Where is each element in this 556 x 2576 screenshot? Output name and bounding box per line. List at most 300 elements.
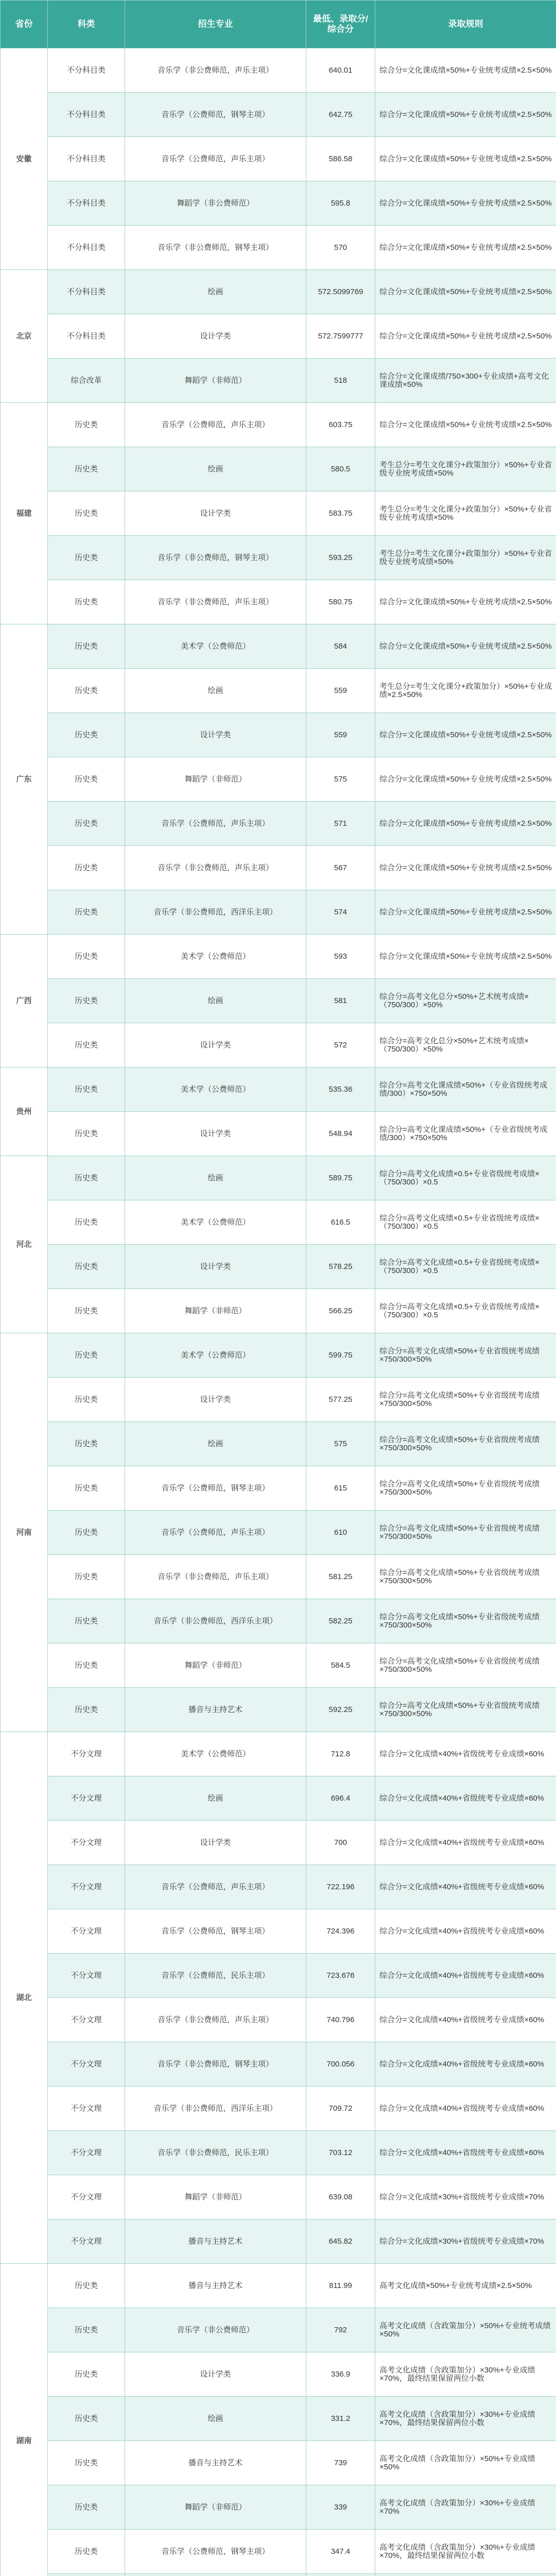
major-cell: 音乐学（非公费师范，钢琴主项） (125, 2042, 306, 2087)
major-cell: 音乐学（公费师范，钢琴主项） (125, 1466, 306, 1511)
rule-cell: 综合分=文化课成绩×50%+专业统考成绩×2.5×50% (375, 48, 556, 93)
rule-cell: 综合分=文化课成绩×50%+专业统考成绩×2.5×50% (375, 403, 556, 447)
score-cell: 572.5099769 (306, 270, 375, 314)
subject-cell: 历史类 (48, 935, 125, 979)
table-row (1, 1466, 556, 1511)
rule-cell: 综合分=高考文化成绩×0.5+专业省级统考成绩×（750/300）×0.5 (375, 1289, 556, 1333)
table-row (1, 2219, 556, 2264)
major-cell: 音乐学（非公费师范，声乐主项） (125, 1555, 306, 1599)
table-row (1, 1776, 556, 1821)
major-cell: 设计学类 (125, 1112, 306, 1156)
score-cell: 589.75 (306, 1156, 375, 1200)
table-row (1, 802, 556, 846)
table-row (1, 1643, 556, 1688)
major-cell: 设计学类 (125, 713, 306, 757)
province-cell: 安徽 (1, 48, 48, 270)
subject-cell: 不分文理 (48, 2175, 125, 2219)
rule-cell: 综合分=文化课成绩×50%+专业统考成绩×2.5×50% (375, 846, 556, 890)
table-row (1, 2574, 556, 2576)
rule-cell: 考生总分=考生文化课分+政策加分）×50%+专业省级专业统考成绩×50% (375, 536, 556, 580)
rule-cell: 综合分=文化课成绩×50%+专业统考成绩×2.5×50% (375, 935, 556, 979)
score-cell: 347.4 (306, 2530, 375, 2574)
score-cell: 639.08 (306, 2175, 375, 2219)
rule-cell: 综合分=高考文化成绩×50%+专业省级统考成绩×750/300×50% (375, 1422, 556, 1466)
table-row (1, 2175, 556, 2219)
score-cell: 616.5 (306, 1200, 375, 1245)
subject-cell: 历史类 (48, 669, 125, 713)
score-cell: 712.8 (306, 1732, 375, 1776)
table-row (1, 713, 556, 757)
table-row (1, 1732, 556, 1776)
rule-cell: 高考文化成绩（含政策加分）×30%+专业成绩×70%，最终结果保留两位小数 (375, 2397, 556, 2441)
table-row (1, 890, 556, 935)
score-cell: 642.75 (306, 93, 375, 137)
score-cell: 593 (306, 935, 375, 979)
major-cell: 音乐学（公费师范，声乐主项） (125, 137, 306, 181)
major-cell: 舞蹈学（非师范） (125, 1289, 306, 1333)
table-row (1, 1112, 556, 1156)
major-cell: 音乐学（公费师范，声乐主项） (125, 403, 306, 447)
rule-cell: 考生总分=考生文化课分+政策加分）×50%+专业成绩×2.5×50% (375, 669, 556, 713)
subject-cell: 历史类 (48, 1200, 125, 1245)
subject-cell: 历史类 (48, 492, 125, 536)
subject-cell: 历史类 (48, 1643, 125, 1688)
table-row (1, 1333, 556, 1378)
score-cell: 331.2 (306, 2397, 375, 2441)
subject-cell: 历史类 (48, 447, 125, 492)
table-row (1, 2530, 556, 2574)
province-cell: 湖北 (1, 1732, 48, 2264)
province-cell: 河北 (1, 1156, 48, 1333)
major-cell: 美术学（公费师范） (125, 1732, 306, 1776)
major-cell: 播音与主持艺术 (125, 2264, 306, 2308)
subject-cell: 历史类 (48, 802, 125, 846)
major-cell: 舞蹈学（非公费师范） (125, 181, 306, 226)
major-cell: 音乐学（公费师范，声乐主项） (125, 1511, 306, 1555)
table-row (1, 2397, 556, 2441)
rule-cell: 综合分=高考文化成绩×0.5+专业省级统考成绩×（750/300）×0.5 (375, 1245, 556, 1289)
score-cell: 535.36 (306, 1067, 375, 1112)
subject-cell: 不分科目类 (48, 93, 125, 137)
subject-cell: 综合改革 (48, 359, 125, 403)
rule-cell: 综合分=高考文化总分×50%+艺术统考成绩×（750/300）×50% (375, 979, 556, 1023)
major-cell: 音乐学（非公费师范，声乐主项） (125, 48, 306, 93)
score-cell: 700.056 (306, 2042, 375, 2087)
score-cell: 645.82 (306, 2219, 375, 2264)
table-row (1, 1954, 556, 1998)
major-cell: 美术学（公费师范） (125, 1200, 306, 1245)
rule-cell: 综合分=高考文化成绩×50%+专业省级统考成绩×750/300×50% (375, 1378, 556, 1422)
table-row (1, 580, 556, 624)
rule-cell: 综合分=高考文化课成绩×50%+（专业省级统考成绩/300）×750×50% (375, 1067, 556, 1112)
score-cell: 580.5 (306, 447, 375, 492)
major-cell: 播音与主持艺术 (125, 2219, 306, 2264)
score-cell: 610 (306, 1511, 375, 1555)
rule-cell: 综合分=文化课成绩×50%+专业统考成绩×2.5×50% (375, 757, 556, 802)
rule-cell: 高考文化成绩（含政策加分）×30%+专业成绩×70%，最终结果保留两位小数 (375, 2352, 556, 2397)
score-cell: 339 (306, 2485, 375, 2530)
score-cell: 548.94 (306, 1112, 375, 1156)
rule-cell: 综合分=高考文化成绩×0.5+专业省级统考成绩×（750/300）×0.5 (375, 1200, 556, 1245)
subject-cell: 不分科目类 (48, 226, 125, 270)
table-row (1, 757, 556, 802)
rule-cell: 综合分=高考文化成绩×50%+专业省级统考成绩×750/300×50% (375, 1688, 556, 1732)
province-cell: 福建 (1, 403, 48, 624)
subject-cell: 历史类 (48, 1156, 125, 1200)
rule-cell: 高考文化成绩×50%+专业统考成绩×2.5×50% (375, 2264, 556, 2308)
table-row (1, 1378, 556, 1422)
score-cell: 578.25 (306, 1245, 375, 1289)
rule-cell: 综合分=高考文化成绩×50%+专业省级统考成绩×750/300×50% (375, 1555, 556, 1599)
score-cell: 575 (306, 1422, 375, 1466)
table-row (1, 624, 556, 669)
score-cell: 811.99 (306, 2264, 375, 2308)
table-row (1, 1998, 556, 2042)
score-cell: 722.196 (306, 1865, 375, 1909)
table-row (1, 1156, 556, 1200)
rule-cell: 综合分=高考文化成绩×50%+专业省级统考成绩×750/300×50% (375, 1643, 556, 1688)
rule-cell: 综合分=文化成绩×40%+省级统考专业成绩×60% (375, 1776, 556, 1821)
subject-cell: 历史类 (48, 1245, 125, 1289)
score-cell: 577.25 (306, 1378, 375, 1422)
major-cell: 美术学（公费师范） (125, 1067, 306, 1112)
major-cell: 美术学（公费师范） (125, 624, 306, 669)
province-cell: 广西 (1, 935, 48, 1067)
rule-cell: 综合分=文化成绩×40%+省级统考专业成绩×60% (375, 2042, 556, 2087)
province-cell: 河南 (1, 1333, 48, 1732)
subject-cell (48, 2574, 125, 2576)
major-cell: 音乐学（非公费师范） (125, 2308, 306, 2352)
subject-cell: 历史类 (48, 1333, 125, 1378)
major-cell: 音乐学（非公费师范，西洋乐主项） (125, 2087, 306, 2131)
rule-cell: 考生总分=考生文化课分+政策加分）×50%+专业省级专业统考成绩×50% (375, 492, 556, 536)
score-cell: 696.4 (306, 1776, 375, 1821)
score-cell: 574 (306, 890, 375, 935)
subject-cell: 不分文理 (48, 2219, 125, 2264)
header-province: 省份 (1, 1, 48, 48)
table-row (1, 1511, 556, 1555)
subject-cell: 历史类 (48, 1112, 125, 1156)
score-cell: 586.58 (306, 137, 375, 181)
score-cell: 572 (306, 1023, 375, 1067)
major-cell: 音乐学（公费师范，钢琴主项） (125, 93, 306, 137)
major-cell: 舞蹈学（非师范） (125, 2175, 306, 2219)
score-cell: 723.676 (306, 1954, 375, 1998)
score-cell: 740.796 (306, 1998, 375, 2042)
table-row (1, 2042, 556, 2087)
major-cell: 绘画 (125, 669, 306, 713)
table-row (1, 1245, 556, 1289)
table-row (1, 403, 556, 447)
rule-cell: 综合分=文化成绩×40%+省级统考专业成绩×60% (375, 1865, 556, 1909)
major-cell: 音乐学（公费师范，民乐主项） (125, 1954, 306, 1998)
subject-cell: 历史类 (48, 713, 125, 757)
subject-cell: 历史类 (48, 890, 125, 935)
table-row (1, 1909, 556, 1954)
table-row (1, 1555, 556, 1599)
subject-cell: 历史类 (48, 846, 125, 890)
major-cell: 设计学类 (125, 492, 306, 536)
major-cell: 音乐学（非公费师范，声乐主项） (125, 580, 306, 624)
subject-cell: 不分文理 (48, 1776, 125, 1821)
score-cell (306, 2574, 375, 2576)
major-cell: 设计学类 (125, 1821, 306, 1865)
table-row (1, 226, 556, 270)
score-cell: 599.75 (306, 1333, 375, 1378)
rule-cell: 综合分=高考文化成绩×50%+专业省级统考成绩×750/300×50% (375, 1599, 556, 1643)
subject-cell: 历史类 (48, 1289, 125, 1333)
table-row (1, 270, 556, 314)
rule-cell: 综合分=文化课成绩×50%+专业统考成绩×2.5×50% (375, 580, 556, 624)
rule-cell: 综合分=文化课成绩×50%+专业统考成绩×2.5×50% (375, 181, 556, 226)
table-row (1, 1865, 556, 1909)
table-row (1, 1289, 556, 1333)
major-cell: 设计学类 (125, 1378, 306, 1422)
major-cell: 绘画 (125, 1422, 306, 1466)
score-cell: 709.72 (306, 2087, 375, 2131)
score-cell: 640.01 (306, 48, 375, 93)
subject-cell: 历史类 (48, 2397, 125, 2441)
header-rule: 录取规则 (375, 1, 556, 48)
subject-cell: 历史类 (48, 403, 125, 447)
subject-cell: 不分文理 (48, 1998, 125, 2042)
subject-cell: 历史类 (48, 1023, 125, 1067)
rule-cell: 综合分=文化课成绩×50%+专业统考成绩×2.5×50% (375, 713, 556, 757)
subject-cell: 历史类 (48, 979, 125, 1023)
major-cell: 音乐学（非公费师范，钢琴主项） (125, 536, 306, 580)
major-cell: 播音与主持艺术 (125, 2441, 306, 2485)
score-cell: 584 (306, 624, 375, 669)
table-row (1, 2352, 556, 2397)
rule-cell: 综合分=文化成绩×40%+省级统考专业成绩×60% (375, 1821, 556, 1865)
score-cell: 592.25 (306, 1688, 375, 1732)
major-cell: 绘画 (125, 1156, 306, 1200)
rule-cell: 高考文化成绩（含政策加分）×50%+专业成绩×50% (375, 2441, 556, 2485)
table-row (1, 669, 556, 713)
province-cell: 北京 (1, 270, 48, 403)
score-cell: 584.5 (306, 1643, 375, 1688)
score-cell: 581 (306, 979, 375, 1023)
rule-cell: 综合分=高考文化课成绩×50%+（专业省级统考成绩/300）×750×50% (375, 1112, 556, 1156)
score-cell: 566.25 (306, 1289, 375, 1333)
subject-cell: 历史类 (48, 2352, 125, 2397)
rule-cell: 高考文化成绩（含政策加分）×50%+专业统考成绩×50% (375, 2308, 556, 2352)
major-cell: 绘画 (125, 979, 306, 1023)
table-row (1, 93, 556, 137)
rule-cell: 综合分=文化课成绩×50%+专业统考成绩×2.5×50% (375, 137, 556, 181)
subject-cell: 历史类 (48, 536, 125, 580)
table-row (1, 2485, 556, 2530)
subject-cell: 不分科目类 (48, 314, 125, 359)
subject-cell: 不分科目类 (48, 270, 125, 314)
score-cell: 336.9 (306, 2352, 375, 2397)
rule-cell: 综合分=文化课成绩×50%+专业统考成绩×2.5×50% (375, 270, 556, 314)
major-cell: 音乐学（非公费师范，声乐主项） (125, 1998, 306, 2042)
subject-cell: 不分科目类 (48, 137, 125, 181)
score-cell: 518 (306, 359, 375, 403)
rule-cell: 综合分=文化成绩×40%+省级统考专业成绩×60% (375, 1732, 556, 1776)
rule-cell: 综合分=文化成绩×30%+省级统考专业成绩×70% (375, 2175, 556, 2219)
table-row (1, 2264, 556, 2308)
table-row (1, 1599, 556, 1643)
major-cell: 舞蹈学（非师范） (125, 757, 306, 802)
major-cell: 美术学（公费师范） (125, 1333, 306, 1378)
major-cell: 美术学（公费师范） (125, 935, 306, 979)
score-cell: 575 (306, 757, 375, 802)
rule-cell: 综合分=文化课成绩×50%+专业统考成绩×2.5×50% (375, 226, 556, 270)
rule-cell: 高考文化成绩（含政策加分）×30%+专业成绩×70%，最终结果保留两位小数 (375, 2530, 556, 2574)
major-cell: 设计学类 (125, 1245, 306, 1289)
score-cell: 792 (306, 2308, 375, 2352)
table-row (1, 447, 556, 492)
score-cell: 580.75 (306, 580, 375, 624)
major-cell: 音乐学（公费师范，声乐主项） (125, 802, 306, 846)
score-cell: 703.12 (306, 2131, 375, 2175)
table-row (1, 2308, 556, 2352)
rule-cell: 综合分=高考文化成绩×50%+专业省级统考成绩×750/300×50% (375, 1333, 556, 1378)
score-cell: 559 (306, 713, 375, 757)
table-row (1, 1023, 556, 1067)
major-cell: 音乐学（公费师范，声乐主项） (125, 1865, 306, 1909)
major-cell: 音乐学（公费师范，钢琴主项） (125, 1909, 306, 1954)
rule-cell: 综合分=文化课成绩×50%+专业统考成绩×2.5×50% (375, 802, 556, 846)
subject-cell: 历史类 (48, 1466, 125, 1511)
score-cell: 567 (306, 846, 375, 890)
major-cell: 播音与主持艺术 (125, 1688, 306, 1732)
table-row (1, 935, 556, 979)
subject-cell: 不分文理 (48, 1954, 125, 1998)
subject-cell: 历史类 (48, 1511, 125, 1555)
major-cell: 音乐学（非公费师范，钢琴主项） (125, 226, 306, 270)
major-cell: 设计学类 (125, 1023, 306, 1067)
table-row (1, 2087, 556, 2131)
table-row (1, 1067, 556, 1112)
rule-cell: 考生总分=考生文化课分+政策加分）×50%+专业省级专业统考成绩×50% (375, 447, 556, 492)
major-cell: 音乐学（非公费师范，西洋乐主项） (125, 890, 306, 935)
province-cell: 广东 (1, 624, 48, 935)
header-subject: 科类 (48, 1, 125, 48)
subject-cell: 历史类 (48, 757, 125, 802)
score-cell: 570 (306, 226, 375, 270)
rule-cell: 高考文化成绩（含政策加分）×30%+专业成绩×70% (375, 2485, 556, 2530)
header-score: 最低、录取分/综合分 (306, 1, 375, 48)
rule-cell: 综合分=文化成绩×40%+省级统考专业成绩×60% (375, 1954, 556, 1998)
subject-cell: 历史类 (48, 580, 125, 624)
major-cell: 绘画 (125, 447, 306, 492)
rule-cell: 综合分=文化课成绩/750×300+专业成绩+高考文化课成绩×50% (375, 359, 556, 403)
rule-cell (375, 2574, 556, 2576)
subject-cell: 不分科目类 (48, 181, 125, 226)
table-row (1, 1821, 556, 1865)
header-major: 招生专业 (125, 1, 306, 48)
major-cell: 音乐学（非公费师范，民乐主项） (125, 2131, 306, 2175)
major-cell: 舞蹈学（非师范） (125, 1643, 306, 1688)
rule-cell: 综合分=文化课成绩×50%+专业统考成绩×2.5×50% (375, 624, 556, 669)
rule-cell: 综合分=高考文化总分×50%+艺术统考成绩×（750/300）×50% (375, 1023, 556, 1067)
score-cell: 593.25 (306, 536, 375, 580)
subject-cell: 不分科目类 (48, 48, 125, 93)
major-cell: 音乐学（非公费师范，西洋乐主项） (125, 1599, 306, 1643)
major-cell: 绘画 (125, 1776, 306, 1821)
subject-cell: 历史类 (48, 2441, 125, 2485)
table-row (1, 536, 556, 580)
rule-cell: 综合分=文化课成绩×50%+专业统考成绩×2.5×50% (375, 314, 556, 359)
province-cell: 贵州 (1, 1067, 48, 1156)
major-cell (125, 2574, 306, 2576)
province-cell: 湖南 (1, 2264, 48, 2576)
table-row (1, 846, 556, 890)
table-row (1, 359, 556, 403)
table-row (1, 314, 556, 359)
rule-cell: 综合分=文化成绩×40%+省级统考专业成绩×60% (375, 2131, 556, 2175)
rule-cell: 综合分=高考文化成绩×50%+专业省级统考成绩×750/300×50% (375, 1511, 556, 1555)
header-row (1, 1, 556, 48)
table-row (1, 979, 556, 1023)
table-row (1, 2131, 556, 2175)
rule-cell: 综合分=文化课成绩×50%+专业统考成绩×2.5×50% (375, 890, 556, 935)
score-cell: 582.25 (306, 1599, 375, 1643)
subject-cell: 不分文理 (48, 1865, 125, 1909)
major-cell: 音乐学（公费师范，钢琴主项） (125, 2530, 306, 2574)
major-cell: 绘画 (125, 2397, 306, 2441)
score-cell: 581.25 (306, 1555, 375, 1599)
score-cell: 603.75 (306, 403, 375, 447)
rule-cell: 综合分=文化成绩×40%+省级统考专业成绩×60% (375, 1998, 556, 2042)
subject-cell: 不分文理 (48, 1821, 125, 1865)
table-row (1, 48, 556, 93)
table-row (1, 492, 556, 536)
subject-cell: 历史类 (48, 2485, 125, 2530)
score-cell: 700 (306, 1821, 375, 1865)
table-row (1, 1422, 556, 1466)
subject-cell: 历史类 (48, 1555, 125, 1599)
table-row (1, 2441, 556, 2485)
score-cell: 595.8 (306, 181, 375, 226)
score-cell: 571 (306, 802, 375, 846)
subject-cell: 不分文理 (48, 2131, 125, 2175)
major-cell: 设计学类 (125, 2352, 306, 2397)
subject-cell: 不分文理 (48, 2087, 125, 2131)
subject-cell: 历史类 (48, 624, 125, 669)
score-cell: 615 (306, 1466, 375, 1511)
table-row (1, 181, 556, 226)
subject-cell: 不分文理 (48, 1732, 125, 1776)
rule-cell: 综合分=高考文化成绩×50%+专业省级统考成绩×750/300×50% (375, 1466, 556, 1511)
score-cell: 724.396 (306, 1909, 375, 1954)
major-cell: 舞蹈学（非师范） (125, 359, 306, 403)
subject-cell: 历史类 (48, 1422, 125, 1466)
table-row (1, 1688, 556, 1732)
rule-cell: 综合分=文化成绩×30%+省级统考专业成绩×70% (375, 2219, 556, 2264)
subject-cell: 历史类 (48, 1067, 125, 1112)
subject-cell: 历史类 (48, 1378, 125, 1422)
score-cell: 559 (306, 669, 375, 713)
score-cell: 572.7599777 (306, 314, 375, 359)
score-cell: 583.75 (306, 492, 375, 536)
subject-cell: 不分文理 (48, 1909, 125, 1954)
subject-cell: 历史类 (48, 2308, 125, 2352)
subject-cell: 历史类 (48, 2530, 125, 2574)
rule-cell: 综合分=高考文化成绩×0.5+专业省级统考成绩×（750/300）×0.5 (375, 1156, 556, 1200)
table-row (1, 137, 556, 181)
rule-cell: 综合分=文化课成绩×50%+专业统考成绩×2.5×50% (375, 93, 556, 137)
subject-cell: 历史类 (48, 2264, 125, 2308)
score-cell: 739 (306, 2441, 375, 2485)
major-cell: 音乐学（非公费师范，声乐主项） (125, 846, 306, 890)
major-cell: 设计学类 (125, 314, 306, 359)
subject-cell: 不分文理 (48, 2042, 125, 2087)
rule-cell: 综合分=文化成绩×40%+省级统考专业成绩×60% (375, 2087, 556, 2131)
